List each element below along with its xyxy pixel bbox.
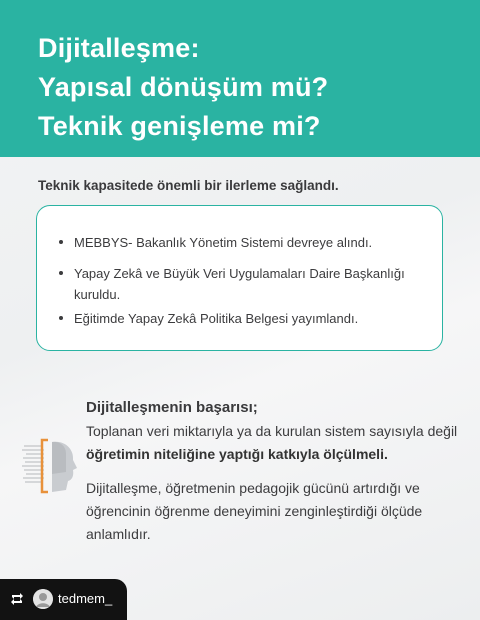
section-title: Dijitalleşmenin başarısı;	[86, 399, 258, 416]
list-item-text: Yapay Zekâ ve Büyük Veri Uygulamaları Daire Başkanlığı kuruldu.	[74, 266, 405, 302]
bullet-icon	[59, 240, 63, 244]
list-item-text: Eğitimde Yapay Zekâ Politika Belgesi yayımlandı.	[74, 311, 359, 326]
list-item	[59, 308, 429, 329]
title-line-1: Dijitalleşme:	[38, 33, 200, 63]
repost-footer[interactable]	[0, 579, 127, 620]
bullet-icon	[59, 271, 63, 275]
subtitle: Teknik kapasitede önemli bir ilerleme sağlandı.	[38, 178, 339, 193]
header-banner	[0, 0, 480, 157]
title-line-3: Teknik genişleme mi?	[38, 111, 321, 141]
list-item	[59, 232, 429, 253]
title-line-2: Yapısal dönüşüm mü?	[38, 72, 329, 102]
paragraph-1-text: Toplanan veri miktarıyla ya da kurulan sistem sayısıyla değil	[86, 423, 458, 439]
paragraph-1-emphasis: öğretimin niteliğine yaptığı katkıyla ölçülmeli.	[86, 446, 388, 462]
list-item-text: MEBBYS- Bakanlık Yönetim Sistemi devreye alındı.	[74, 235, 373, 250]
list-item	[59, 263, 429, 305]
repost-icon[interactable]	[9, 591, 25, 607]
bullet-icon	[59, 316, 63, 320]
paragraph-1	[86, 420, 466, 466]
data-head-icon	[22, 432, 82, 500]
info-card	[36, 205, 443, 351]
paragraph-2: Dijitalleşme, öğretmenin pedagojik gücünü artırdığı ve öğrencinin öğrenme deneyimini zenginleştirdiği ölçüde anlamlıdır.	[86, 480, 423, 542]
account-handle[interactable]: tedmem_	[58, 591, 113, 606]
avatar-icon[interactable]	[33, 589, 53, 609]
